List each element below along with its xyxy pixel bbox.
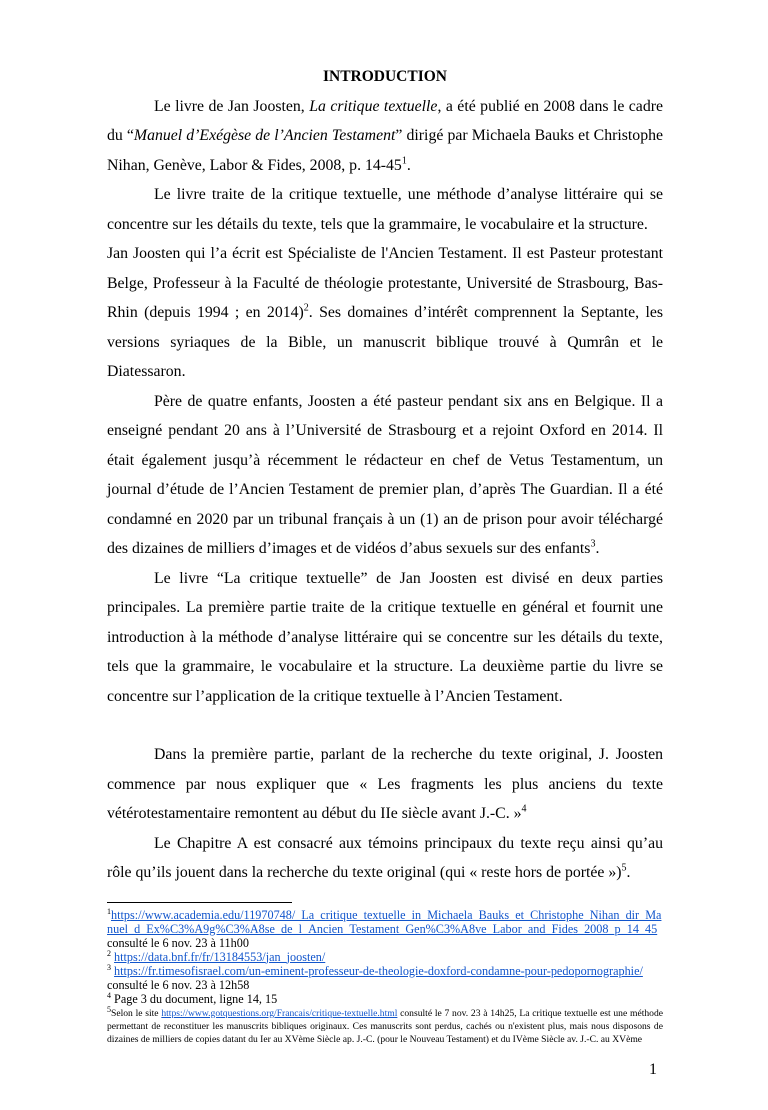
footnote-number: 5	[107, 1004, 111, 1014]
text: Page 3 du document, ligne 14, 15	[111, 991, 278, 1006]
footnote-separator	[107, 902, 292, 903]
footnote-1	[107, 908, 663, 950]
footnotes	[107, 908, 663, 1046]
footnote-link[interactable]: https://data.bnf.fr/fr/13184553/jan_joosten/	[114, 949, 326, 964]
text: consulté le 6 nov. 23 à 11h00	[107, 935, 249, 950]
footnote-link[interactable]: https://www.gotquestions.org/Francais/critique-textuelle.html	[161, 1007, 398, 1019]
footnote-number: 3	[107, 962, 111, 972]
paragraph-publication: Le livre de Jan Joosten, La critique textuelle, a été publié en 2008 dans le cadre du “Manuel d’Exégèse de l’Ancien Testament” dirigé par Michaela Bauks et Christophe Nihan, Genève, Labor & Fides, 2008, p. $14-45^1$.	[107, 97, 664, 174]
text: , a été publié en 2008 dans le cadre du “	[107, 97, 663, 144]
page-number: 1	[649, 1060, 657, 1078]
paragraph-biography: Père de quatre enfants, Joosten a été pasteur pendant six ans en Belgique. Il a enseigné pendant 20 ans à l’Université de Strasbourg et a rejoint Oxford en 2014. Il était également jusqu’à récemment le rédacteur en chef de Vetus Testamentum, un journal d’étude de l’Ancien Testament de premier plan, d’après The Guardian. Il a été condamné en 2020 par un tribunal français à un (1) an de prison pour avoir téléchargé des dizaines de milliers d’images et de vidéos d’abus sexuels sur des enfants$^3$.	[107, 392, 663, 557]
footnote-ref[interactable]: 2	[303, 302, 309, 314]
text: ” dirigé par Michaela Bauks et Christophe Nihan, Genève, Labor & Fides, 2008, p. 14-45	[107, 127, 664, 174]
footnote-number: 2	[107, 948, 111, 958]
series-title: Manuel d’Exégèse de l’Ancien Testament	[133, 127, 396, 144]
footnote-ref[interactable]: 3	[590, 538, 596, 550]
paragraph-topic: Le livre traite de la critique textuelle, une méthode d’analyse littéraire qui se concentre sur les détails du texte, tels que la grammaire, le vocabulaire et la structure.	[107, 186, 663, 233]
footnote-ref[interactable]: 1	[401, 155, 407, 167]
document-body	[107, 62, 663, 888]
paragraph-author	[107, 239, 663, 387]
footnote-2	[107, 950, 663, 964]
footnote-3	[107, 964, 663, 992]
paragraph-structure: Le livre “La critique textuelle” de Jan Joosten est divisé en deux parties principales. La première partie traite de la critique textuelle en général et fournit une introduction à la méthode d’analyse littéraire qui se concentre sur les détails du texte, tels que la grammaire, le vocabulaire et la structure. La deuxième partie du livre se concentre sur l’application de la critique textuelle à l’Ancien Testament.	[107, 569, 663, 705]
text: Le livre de Jan Joosten,	[154, 97, 310, 115]
text: Jan Joosten qui l’a écrit est Spécialiste de l'Ancien Testament. Il est Pasteur protestant Belge, Professeur à la Faculté de théologie protestante, Université de Strasbourg, Bas-Rhin (depuis 1994 ; en 2014)	[107, 245, 663, 321]
paragraph-first-part	[107, 740, 663, 829]
page-title: INTRODUCTION	[322, 68, 447, 85]
text: . Ses domaines d’intérêt comprennent la Septante, les versions syriaques de la Bible, un manuscrit biblique trouvé à Qumrân et le Diatessaron.	[107, 304, 664, 380]
text: Le Chapitre A est consacré aux témoins principaux du texte reçu ainsi qu’au rôle qu’ils jouent dans la recherche du texte original (qui « reste hors de portée »)	[107, 834, 663, 881]
footnote-ref[interactable]: 5	[621, 862, 627, 874]
text: .	[626, 864, 631, 881]
paragraph-chapter-a	[107, 829, 663, 888]
footnote-link[interactable]: https://www.academia.edu/11970748/_La_critique_textuelle_in_Michaela_Bauks_et_Christophe_Nihan_dir_Manuel_d_Ex%C3%A9g%C3%A8se_de_l_Ancien_Testament_Gen%C3%A8ve_Labor_and_Fides_2008_p_14_45	[107, 907, 662, 936]
footnote-link[interactable]: https://fr.timesofisrael.com/un-eminent-professeur-de-theologie-doxford-condamne-pour-pedopornographie/	[114, 963, 643, 978]
text: Selon le site	[111, 1007, 162, 1019]
text: Père de quatre enfants, Joosten a été pasteur pendant six ans en Belgique. Il a enseigné pendant 20 ans à l’Université de Strasbourg et a rejoint Oxford en 2014. Il était également jusqu’à récemment le rédacteur en chef de Vetus Testamentum, un journal d’étude de l’Ancien Testament de premier plan, d’après The Guardian. Il a été condamné en 2020 par un tribunal français à un (1) an de prison pour avoir téléchargé des dizaines de milliers d’images et de vidéos d’abus sexuels sur des enfants	[107, 392, 663, 557]
footnote-number: 4	[107, 990, 111, 1000]
book-title: La critique textuelle	[309, 97, 438, 115]
footnote-ref[interactable]: 4	[521, 803, 527, 815]
text: consulté le 6 nov. 23 à 12h58	[107, 977, 250, 992]
footnote-5	[107, 1006, 663, 1046]
text: Dans la première partie, parlant de la recherche du texte original, J. Joosten commence par nous expliquer que « Les fragments les plus anciens du texte vétérotestamentaire remontent au début du IIe siècle avant J.-C. »	[107, 746, 663, 822]
text: consulté le 7 nov. 23 à 14h25, La critique textuelle est une méthode permettant de reconstituer les manuscrits bibliques originaux. Ces manuscrits sont perdus, cachés ou n'existent plus, mais nous disposons de dizaines de milliers de copies datant du Ier au XVème Siècle ap. J.-C. (pour le Nouveau Testament) et du IVème Siècle av. J.-C. au XVème	[107, 1007, 664, 1045]
footnote-number: 1	[107, 906, 111, 916]
